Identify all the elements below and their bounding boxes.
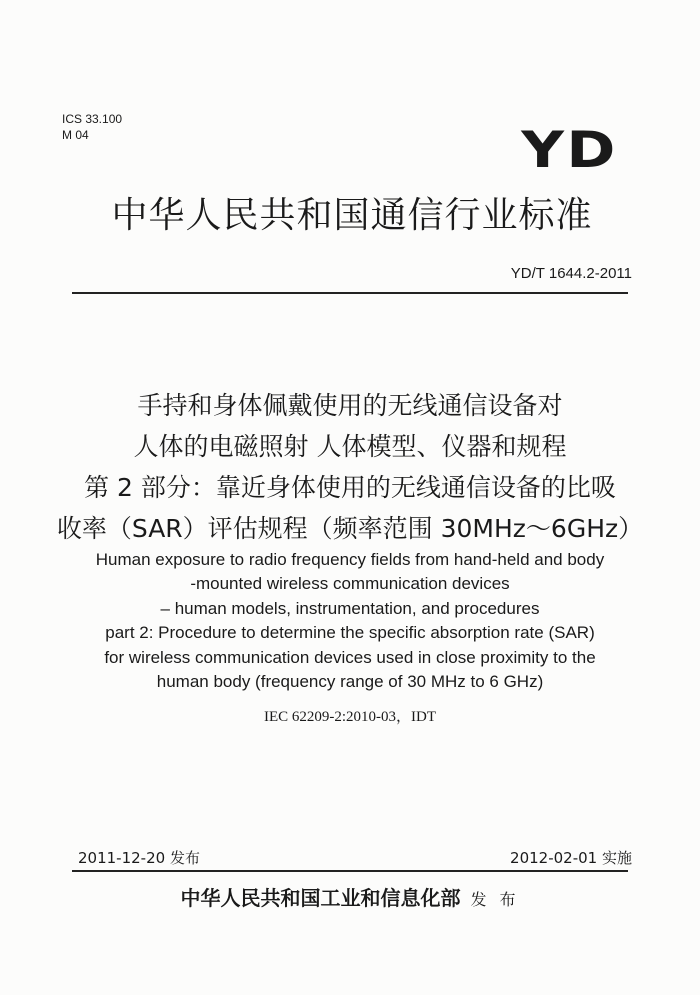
chinese-title-line: 人体的电磁照射 人体模型、仪器和规程: [133, 432, 567, 461]
chinese-title: [40, 385, 660, 549]
chinese-title-line: 手持和身体佩戴使用的无线通信设备对: [137, 391, 563, 420]
yd-logo: YD: [521, 121, 618, 179]
english-title-line: part 2: Procedure to determine the specific absorption rate (SAR): [105, 623, 595, 643]
english-title-line: for wireless communication devices used in close proximity to the: [104, 647, 596, 667]
ccs-code: M 04: [62, 128, 89, 142]
english-title-line: – human models, instrumentation, and procedures: [160, 598, 540, 618]
bottom-divider: [72, 870, 628, 872]
org-title: 中华人民共和国通信行业标准: [111, 195, 593, 236]
english-title-line: human body (frequency range of 30 MHz to 6 GHz): [156, 672, 544, 692]
classification-codes: [62, 111, 122, 143]
standard-number: YD/T 1644.2-2011: [510, 265, 632, 282]
top-divider: [72, 292, 628, 294]
english-title: [40, 548, 660, 694]
publish-date: 2011-12-20 发布: [78, 849, 200, 867]
ics-code: ICS 33.100: [62, 112, 123, 126]
english-title-line: Human exposure to radio frequency fields from hand-held and body: [95, 550, 605, 569]
iec-equivalence: IEC 62209-2:2010-03，IDT: [263, 709, 437, 725]
english-title-line: -mounted wireless communication devices: [190, 574, 510, 594]
chinese-title-line: 收率（SAR）评估规程（频率范围 30MHz～6GHz）: [56, 514, 644, 543]
issuer: [40, 882, 660, 911]
issuer-suffix: 发 布: [470, 890, 520, 909]
chinese-title-line: 第 2 部分：靠近身体使用的无线通信设备的比吸: [84, 473, 616, 502]
implement-date: 2012-02-01 实施: [510, 849, 632, 867]
issuer-name: 中华人民共和国工业和信息化部: [180, 886, 461, 910]
